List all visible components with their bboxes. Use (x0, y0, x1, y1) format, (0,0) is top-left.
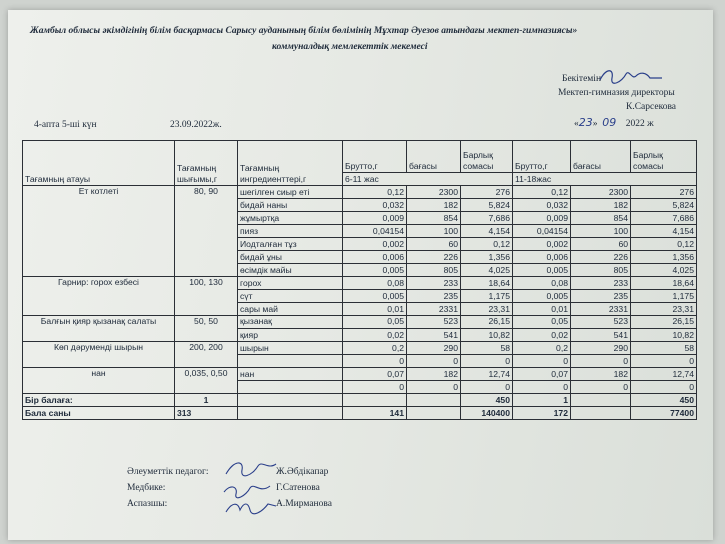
value-cell: 0 (343, 355, 407, 368)
child-count-label: Бала саны (23, 407, 175, 420)
col-total-2: Барлық сомасы (631, 141, 697, 173)
menu-date: 23.09.2022ж. (170, 120, 222, 130)
col-dish: Тағамның атауы (23, 141, 175, 186)
value-cell: 276 (461, 186, 513, 199)
table-row (23, 316, 697, 329)
value-cell: 0,04154 (513, 225, 571, 238)
value-cell: 233 (571, 277, 631, 290)
value-cell: 0,032 (513, 199, 571, 212)
value-cell: 12,74 (631, 368, 697, 381)
value-cell: 100 (571, 225, 631, 238)
pedagog-name: Ж.Әбдікапар (276, 467, 329, 477)
value-cell: 7,686 (461, 212, 513, 225)
cook-label: Аспазшы: (127, 499, 168, 509)
value-cell: 58 (461, 342, 513, 355)
value-cell: 1,175 (631, 290, 697, 303)
value-cell: 541 (571, 329, 631, 342)
value-cell: 0,032 (343, 199, 407, 212)
value-cell: 2331 (407, 303, 461, 316)
table-row (23, 342, 697, 355)
value-cell: 0 (571, 355, 631, 368)
ingredient-cell (238, 381, 343, 394)
age-group-2: 11-18жас (513, 173, 697, 186)
value-cell: 0,02 (343, 329, 407, 342)
value-cell: 0 (631, 381, 697, 394)
value-cell: 0,2 (513, 342, 571, 355)
value-cell: 854 (407, 212, 461, 225)
value-cell: 1,356 (461, 251, 513, 264)
per-child-total-2: 450 (631, 394, 697, 407)
approval-label: Бекітемін (562, 74, 602, 84)
ingredient-cell: шырын (238, 342, 343, 355)
ingredient-cell: пияз (238, 225, 343, 238)
cook-name: А.Мирманова (276, 499, 332, 509)
ingredient-cell: нан (238, 368, 343, 381)
approval-day: 23 (578, 116, 593, 129)
value-cell: 182 (407, 368, 461, 381)
value-cell: 0,01 (513, 303, 571, 316)
value-cell: 0,005 (343, 264, 407, 277)
value-cell: 0,002 (343, 238, 407, 251)
ingredient-cell: Иодталған тұз (238, 238, 343, 251)
value-cell: 235 (407, 290, 461, 303)
dish-portion: 80, 90 (175, 186, 238, 277)
value-cell: 5,824 (461, 199, 513, 212)
value-cell: 805 (407, 264, 461, 277)
value-cell: 0,05 (343, 316, 407, 329)
per-child-gross-2: 1 (513, 394, 571, 407)
ingredient-cell (238, 355, 343, 368)
week-day: 4-апта 5-ші күн (34, 120, 97, 130)
value-cell: 58 (631, 342, 697, 355)
age-group-1: 6-11 жас (343, 173, 513, 186)
nurse-name: Г.Сатенова (276, 483, 320, 493)
dish-portion: 200, 200 (175, 342, 238, 368)
ingredient-cell: қияр (238, 329, 343, 342)
value-cell: 7,686 (631, 212, 697, 225)
value-cell: 0,08 (343, 277, 407, 290)
per-child-total-1: 450 (461, 394, 513, 407)
value-cell: 0,006 (343, 251, 407, 264)
approval-date: «23» 09 2022 ж (574, 116, 654, 129)
value-cell: 0 (343, 381, 407, 394)
value-cell: 100 (407, 225, 461, 238)
value-cell: 26,15 (631, 316, 697, 329)
dish-name: Көп дәруменді шырын (23, 342, 175, 368)
value-cell: 0,04154 (343, 225, 407, 238)
director-signature (596, 66, 666, 86)
value-cell: 0 (407, 381, 461, 394)
ingredient-cell: жұмыртқа (238, 212, 343, 225)
value-cell: 805 (571, 264, 631, 277)
count-gross-2: 172 (513, 407, 571, 420)
value-cell: 0 (571, 381, 631, 394)
col-gross-1: Брутто,г (343, 141, 407, 173)
value-cell: 0,006 (513, 251, 571, 264)
value-cell: 0,12 (343, 186, 407, 199)
value-cell: 60 (407, 238, 461, 251)
value-cell: 2331 (571, 303, 631, 316)
value-cell: 0,07 (513, 368, 571, 381)
ingredient-cell: қызанақ (238, 316, 343, 329)
value-cell: 4,025 (461, 264, 513, 277)
menu-table (22, 140, 697, 420)
col-total-1: Барлық сомасы (461, 141, 513, 173)
value-cell: 182 (407, 199, 461, 212)
value-cell: 0,002 (513, 238, 571, 251)
value-cell: 10,82 (631, 329, 697, 342)
value-cell: 10,82 (461, 329, 513, 342)
value-cell: 1,356 (631, 251, 697, 264)
value-cell: 182 (571, 368, 631, 381)
child-count-value: 313 (175, 407, 238, 420)
ingredient-cell: өсімдік майы (238, 264, 343, 277)
value-cell: 60 (571, 238, 631, 251)
col-ingredients: Тағамның ингредиенттері,г (238, 141, 343, 186)
value-cell: 0 (513, 355, 571, 368)
ingredient-cell: шегілген сиыр еті (238, 186, 343, 199)
handwritten-signatures (220, 456, 280, 518)
count-total-1: 140400 (461, 407, 513, 420)
value-cell: 182 (571, 199, 631, 212)
value-cell: 0,01 (343, 303, 407, 316)
org-header-line1: Жамбыл облысы әкімдігінің білім басқармасы Сарысу ауданының білім бөлімінің Мұхтар Әуезов атындағы мектеп-гимназиясы» (30, 26, 578, 36)
dish-name: Ет котлеті (23, 186, 175, 277)
ingredient-cell: сары май (238, 303, 343, 316)
value-cell: 26,15 (461, 316, 513, 329)
value-cell: 233 (407, 277, 461, 290)
col-price-1: бағасы (407, 141, 461, 173)
value-cell: 523 (571, 316, 631, 329)
value-cell: 23,31 (631, 303, 697, 316)
value-cell: 0,12 (631, 238, 697, 251)
value-cell: 0,08 (513, 277, 571, 290)
value-cell: 0,12 (461, 238, 513, 251)
value-cell: 0 (513, 381, 571, 394)
value-cell: 18,64 (631, 277, 697, 290)
value-cell: 0 (631, 355, 697, 368)
value-cell: 290 (571, 342, 631, 355)
ingredient-cell: сүт (238, 290, 343, 303)
value-cell: 854 (571, 212, 631, 225)
dish-name: Гарнир: горох езбесі (23, 277, 175, 316)
org-header-line2: коммуналдық мемлекеттік мекемесі (272, 42, 428, 52)
per-child-value: 1 (175, 394, 238, 407)
count-total-2: 77400 (631, 407, 697, 420)
ingredient-cell: бидай ұны (238, 251, 343, 264)
value-cell: 226 (407, 251, 461, 264)
value-cell: 4,154 (631, 225, 697, 238)
value-cell: 4,025 (631, 264, 697, 277)
approval-director: Мектеп-гимназия директоры (558, 88, 675, 98)
value-cell: 0,05 (513, 316, 571, 329)
dish-portion: 0,035, 0,50 (175, 368, 238, 394)
value-cell: 235 (571, 290, 631, 303)
dish-portion: 50, 50 (175, 316, 238, 342)
dish-name: Балғын қияр қызанақ салаты (23, 316, 175, 342)
value-cell: 290 (407, 342, 461, 355)
value-cell: 4,154 (461, 225, 513, 238)
value-cell: 5,824 (631, 199, 697, 212)
value-cell: 2300 (571, 186, 631, 199)
value-cell: 0,005 (513, 290, 571, 303)
value-cell: 0,009 (343, 212, 407, 225)
nurse-label: Медбике: (127, 483, 166, 493)
value-cell: 0 (407, 355, 461, 368)
approval-director-name: К.Сарсекова (626, 102, 677, 112)
value-cell: 23,31 (461, 303, 513, 316)
dish-name: нан (23, 368, 175, 394)
value-cell: 0,2 (343, 342, 407, 355)
per-child-label: Бір балаға: (23, 394, 175, 407)
value-cell: 0,009 (513, 212, 571, 225)
col-portion: Тағамның шығымы,г (175, 141, 238, 186)
value-cell: 0,02 (513, 329, 571, 342)
value-cell: 226 (571, 251, 631, 264)
approval-month: 09 (602, 116, 617, 129)
value-cell: 12,74 (461, 368, 513, 381)
table-row (23, 186, 697, 199)
value-cell: 18,64 (461, 277, 513, 290)
ingredient-cell: горох (238, 277, 343, 290)
dish-portion: 100, 130 (175, 277, 238, 316)
value-cell: 0,12 (513, 186, 571, 199)
col-gross-2: Брутто,г (513, 141, 571, 173)
value-cell: 0,07 (343, 368, 407, 381)
col-price-2: бағасы (571, 141, 631, 173)
table-row (23, 277, 697, 290)
value-cell: 0 (461, 381, 513, 394)
value-cell: 523 (407, 316, 461, 329)
ingredient-cell: бидай наны (238, 199, 343, 212)
value-cell: 0,005 (343, 290, 407, 303)
value-cell: 1,175 (461, 290, 513, 303)
pedagog-label: Әлеуметтік педагог: (127, 467, 209, 477)
menu-body (23, 186, 697, 394)
value-cell: 0 (461, 355, 513, 368)
value-cell: 541 (407, 329, 461, 342)
value-cell: 0,005 (513, 264, 571, 277)
value-cell: 2300 (407, 186, 461, 199)
table-row (23, 368, 697, 381)
value-cell: 276 (631, 186, 697, 199)
count-gross-1: 141 (343, 407, 407, 420)
